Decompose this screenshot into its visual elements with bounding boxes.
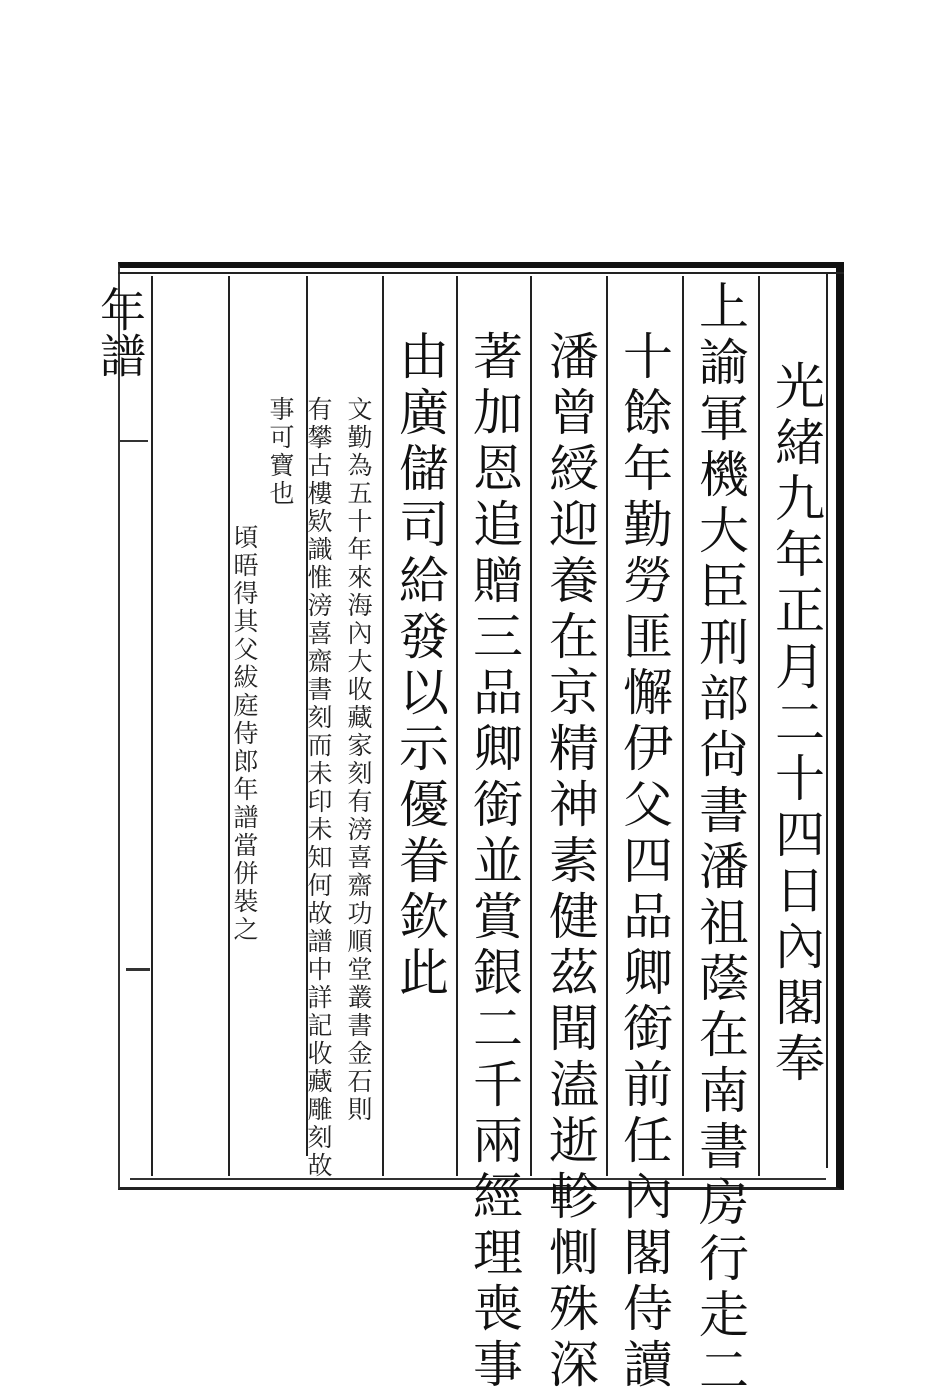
column-rule [758, 276, 760, 1176]
border-inner-right [826, 272, 828, 1168]
margin-mark [120, 440, 148, 442]
text-column-3: 十餘年勤勞匪懈伊父四品卿銜前任內閣侍讀 [615, 330, 673, 1394]
column-rule [682, 276, 684, 1176]
margin-heading: 年譜 [93, 286, 147, 378]
annotation-column-1: 文勤為五十年來海內大收藏家刻有滂喜齋功順堂叢書金石則 [344, 396, 373, 1124]
text-column-2: 上諭軍機大臣刑部尙書潘祖蔭在南書房行走二 [691, 280, 749, 1400]
column-rule [606, 276, 608, 1176]
text-column-6: 由廣儲司給發以示優眷欽此 [391, 330, 449, 1002]
margin-mark [126, 968, 150, 971]
text-column-1: 光緒九年正月二十四日內閣奉 [767, 360, 825, 1088]
column-rule [382, 276, 384, 1176]
text-column-4: 潘曾綬迎養在京精神素健茲聞溘逝軫惻殊深 [541, 330, 599, 1394]
column-rule [151, 276, 153, 1176]
annotation-column-3: 事可寶也 [266, 396, 295, 508]
annotation-column-4: 頃晤得其父紱庭侍郎年譜當併裝之 [230, 524, 259, 944]
text-column-5: 著加恩追贈三品卿銜並賞銀二千兩經理喪事 [465, 330, 523, 1394]
annotation-column-2: 有攀古樓欵識惟滂喜齋書刻而未印未知何故譜中詳記收藏雕刻故 [304, 396, 333, 1180]
column-rule [456, 276, 458, 1176]
border-inner-top [118, 272, 844, 274]
column-rule [530, 276, 532, 1176]
